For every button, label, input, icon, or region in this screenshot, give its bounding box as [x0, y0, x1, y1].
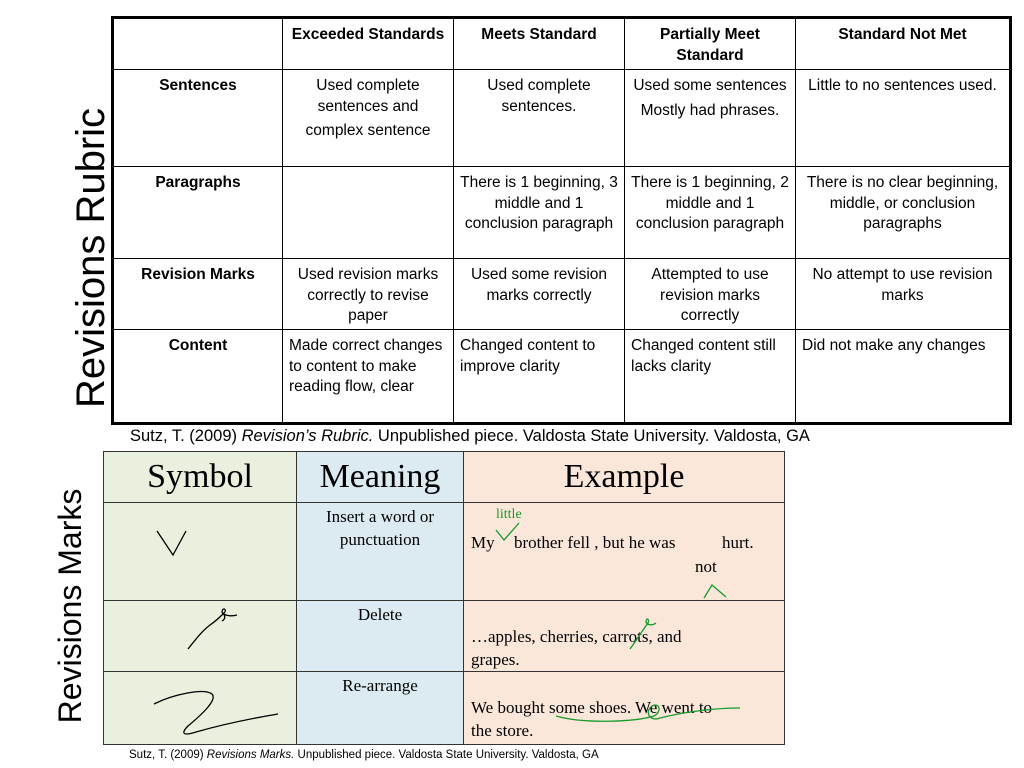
caret-insert-icon: [104, 503, 297, 600]
rubric-row-revision-marks: [113, 259, 1011, 330]
rubric-cell: There is 1 beginning, 2 middle and 1 conclusion paragraph: [625, 167, 796, 259]
rubric-row-content: [113, 330, 1011, 424]
rubric-cell: Attempted to use revision marks correctly: [625, 259, 796, 330]
marks-header-example: Example: [464, 452, 785, 503]
inserted-word-not: not: [695, 557, 717, 576]
rubric-header-row: [113, 18, 1011, 70]
example-word-my: My: [471, 533, 495, 552]
revision-marks-table: [103, 451, 785, 745]
rearrange-example: [464, 672, 785, 745]
rubric-header-partial: Partially Meet Standard: [625, 18, 796, 70]
rubric-row-label: Content: [113, 330, 283, 424]
rubric-cell: Changed content to improve clarity: [454, 330, 625, 424]
inserted-word-little: little: [496, 507, 522, 522]
marks-side-title: Revisions Marks: [52, 488, 88, 724]
rubric-side-title: Revisions Rubric: [69, 107, 113, 409]
marks-row-delete: [104, 601, 785, 672]
rearrange-loop-mark: [464, 672, 785, 744]
rubric-cell: Little to no sentences used.: [796, 70, 1011, 167]
rearrange-meaning: Re-arrange: [297, 672, 464, 745]
marks-header-meaning: Meaning: [297, 452, 464, 503]
rubric-cell: There is 1 beginning, 3 middle and 1 conclusion paragraph: [454, 167, 625, 259]
delete-strike-mark: [464, 601, 785, 671]
delete-example-line2: grapes.: [471, 650, 520, 669]
rearrange-symbol-cell: [104, 672, 297, 745]
example-word-hurt: hurt.: [722, 533, 754, 552]
revisions-rubric-table: [111, 16, 1012, 425]
rubric-cell: Used revision marks correctly to revise paper: [283, 259, 454, 330]
marks-citation: Sutz, T. (2009) Revisions Marks. Unpublished piece. Valdosta State University. Valdosta, GA: [129, 749, 599, 761]
rubric-row-paragraphs: [113, 167, 1011, 259]
rubric-cell: Made correct changes to content to make reading flow, clear: [283, 330, 454, 424]
rearrange-example-line1: We bought some shoes. We went to: [471, 698, 713, 717]
rubric-header-meets: Meets Standard: [454, 18, 625, 70]
delete-example-line1: …apples, cherries, carrots, and: [471, 627, 682, 646]
rubric-cell: Used some sentences Mostly had phrases.: [625, 70, 796, 167]
delete-meaning: Delete: [297, 601, 464, 672]
rubric-row-label: Paragraphs: [113, 167, 283, 259]
marks-header-row: [104, 452, 785, 503]
rubric-row-sentences: [113, 70, 1011, 167]
rubric-citation: Sutz, T. (2009) Revision’s Rubric. Unpublished piece. Valdosta State University. Valdosta, GA: [130, 427, 810, 445]
rubric-cell: Changed content still lacks clarity: [625, 330, 796, 424]
rubric-header-exceeded: Exceeded Standards: [283, 18, 454, 70]
rearrange-example-line2: the store.: [471, 721, 534, 740]
insert-symbol-cell: [104, 503, 297, 601]
marks-row-insert: [104, 503, 785, 601]
marks-header-symbol: Symbol: [104, 452, 297, 503]
rubric-header-not-met: Standard Not Met: [796, 18, 1011, 70]
rubric-cell: There is no clear beginning, middle, or conclusion paragraphs: [796, 167, 1011, 259]
delete-squiggle-icon: [104, 601, 297, 671]
insert-example: [464, 503, 785, 601]
rubric-cell: Did not make any changes: [796, 330, 1011, 424]
rubric-header-blank: [113, 18, 283, 70]
rubric-cell: Used complete sentences.: [454, 70, 625, 167]
rubric-cell: No attempt to use revision marks: [796, 259, 1011, 330]
rubric-cell: [283, 167, 454, 259]
marks-row-rearrange: [104, 672, 785, 745]
rubric-cell: Used complete sentences and complex sentence: [283, 70, 454, 167]
insert-meaning: Insert a word or punctuation: [297, 503, 464, 601]
rubric-row-label: Revision Marks: [113, 259, 283, 330]
delete-symbol-cell: [104, 601, 297, 672]
rubric-cell: Used some revision marks correctly: [454, 259, 625, 330]
delete-example: [464, 601, 785, 672]
rubric-row-label: Sentences: [113, 70, 283, 167]
example-sentence-text: brother fell , but he was: [514, 533, 676, 552]
rearrange-loop-icon: [104, 672, 297, 744]
